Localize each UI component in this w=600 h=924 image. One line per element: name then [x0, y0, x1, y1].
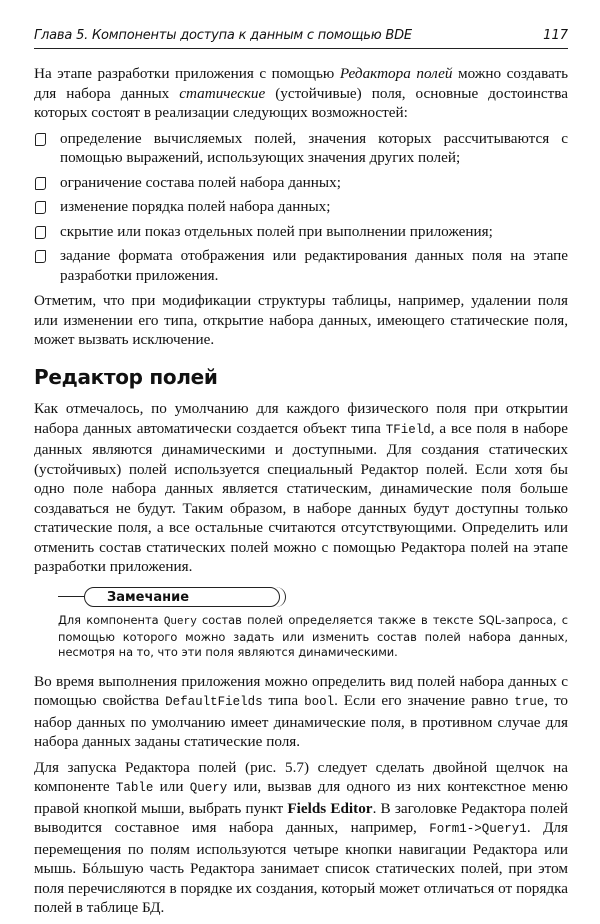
note-text: [58, 613, 568, 660]
list-item: [34, 173, 568, 193]
intro-text-2: можно создавать для набора данных: [34, 65, 569, 102]
fields-editor-term: Fields Editor: [287, 799, 373, 817]
runtime-text-4: , то набор данных по умолчанию имеет динамические поля, в противном случае для набора данных заданы статические поля.: [34, 692, 568, 750]
code-true: true: [514, 695, 545, 709]
launch-text-2: или: [153, 778, 190, 795]
checkbox-bullet-icon: [35, 226, 46, 239]
page-number: 117: [543, 28, 568, 43]
list-item-text: задание формата отображения или редактирования данных поля на этапе разработки приложения.: [60, 247, 568, 284]
chapter-title: Глава 5. Компоненты доступа к данным с помощью BDE: [34, 28, 412, 43]
launch-text-5: . Для перемещения по полям используются четыре кнопки навигации Редактора или мышь. Бóльшую часть Редактора занимает список статических полей, при этом поля перечисляются в порядке их создания, который может отличаться от порядка полей в таблице БД.: [34, 819, 568, 916]
section-heading: Редактор полей: [34, 364, 218, 389]
code-table: Table: [115, 781, 154, 795]
launch-text-3: или, вызвав для одного из них контекстное меню правой кнопкой мыши, выбрать пункт: [34, 778, 569, 817]
checkbox-bullet-icon: [35, 177, 46, 190]
intro-emphasis-1: Редактора полей: [339, 65, 453, 82]
code-form-query: Form1->Query1: [429, 822, 527, 836]
code-defaultfields: DefaultFields: [165, 695, 263, 709]
code-bool: bool: [304, 695, 335, 709]
note-header: [58, 587, 568, 609]
list-item-text: определение вычисляемых полей, значения которых рассчитываются с помощью выражений, использующих значения других полей;: [60, 129, 568, 166]
feature-list: [34, 129, 568, 286]
section-text-1: Как отмечалось, по умолчанию для каждого физического поля при открытии набора данных автоматически создается объект типа: [34, 400, 568, 437]
note-label: Замечание: [107, 589, 190, 605]
exception-paragraph: Отметим, что при модификации структуры таблицы, например, удалении поля или изменении его типа, открытие набора данных, имеющего статические поля, может вызвать исключение.: [34, 292, 568, 348]
list-item-text: ограничение состава полей набора данных;: [60, 173, 341, 191]
list-item: [34, 222, 568, 242]
editor-launch-paragraph: [34, 758, 568, 918]
note-label-pill: [84, 587, 280, 607]
note-text-2: состав полей определяется также в тексте SQL-запроса, с помощью которого можно задать или изменить состав полей набора данных, несмотря на то, что эти поля являются динамическими.: [58, 612, 568, 659]
list-item: [34, 197, 568, 217]
checkbox-bullet-icon: [35, 250, 46, 263]
runtime-paragraph: [34, 672, 568, 752]
intro-emphasis-2: статические: [179, 84, 266, 102]
section-text-2: , а все поля в наборе данных являются динамическими и доступными. Для создания статических (устойчивых) полей используется специальный Редактор полей. Если хотя бы одно поле набора данных является статическим, динамические поля больше создаваться не будут. Таким образом, в наборе данных будут доступны только статические поля, а все остальные считаются отсутствующими. Определить или отменить состав статических полей можно с помощью Редактора полей на этапе разработки приложения.: [34, 419, 568, 575]
runtime-text-3: . Если его значение равно: [334, 692, 515, 709]
list-item: [34, 129, 568, 168]
launch-text-4: . В заголовке Редактора полей выводится составное имя набора данных, например,: [34, 799, 569, 836]
note-box: [58, 587, 568, 660]
code-tfield: TField: [385, 422, 431, 437]
list-item-text: скрытие или показ отдельных полей при выполнении приложения;: [60, 222, 493, 240]
list-item-text: изменение порядка полей набора данных;: [60, 198, 331, 215]
checkbox-bullet-icon: [35, 133, 46, 146]
code-query-2: Query: [189, 781, 228, 795]
list-item: [34, 246, 568, 285]
page-body: [34, 64, 568, 924]
runtime-text-1: Во время выполнения приложения можно определить вид полей набора данных с помощью свойства: [34, 672, 568, 709]
runtime-text-2: типа: [262, 692, 305, 709]
pill-tip: [273, 587, 286, 607]
running-header: [34, 26, 568, 49]
note-text-1: Для компонента: [58, 612, 164, 627]
intro-text-1: На этапе разработки приложения с помощью: [34, 65, 340, 82]
launch-text-1: Для запуска Редактора полей (рис. 5.7) следует сделать двойной щелчок на компоненте: [34, 758, 568, 795]
section-paragraph: [34, 399, 568, 577]
checkbox-bullet-icon: [35, 201, 46, 214]
intro-paragraph: [34, 64, 568, 123]
intro-text-3: (устойчивые) поля, основные достоинства которых состоят в реализации следующих возможностей:: [34, 84, 568, 121]
code-query: Query: [163, 615, 197, 628]
